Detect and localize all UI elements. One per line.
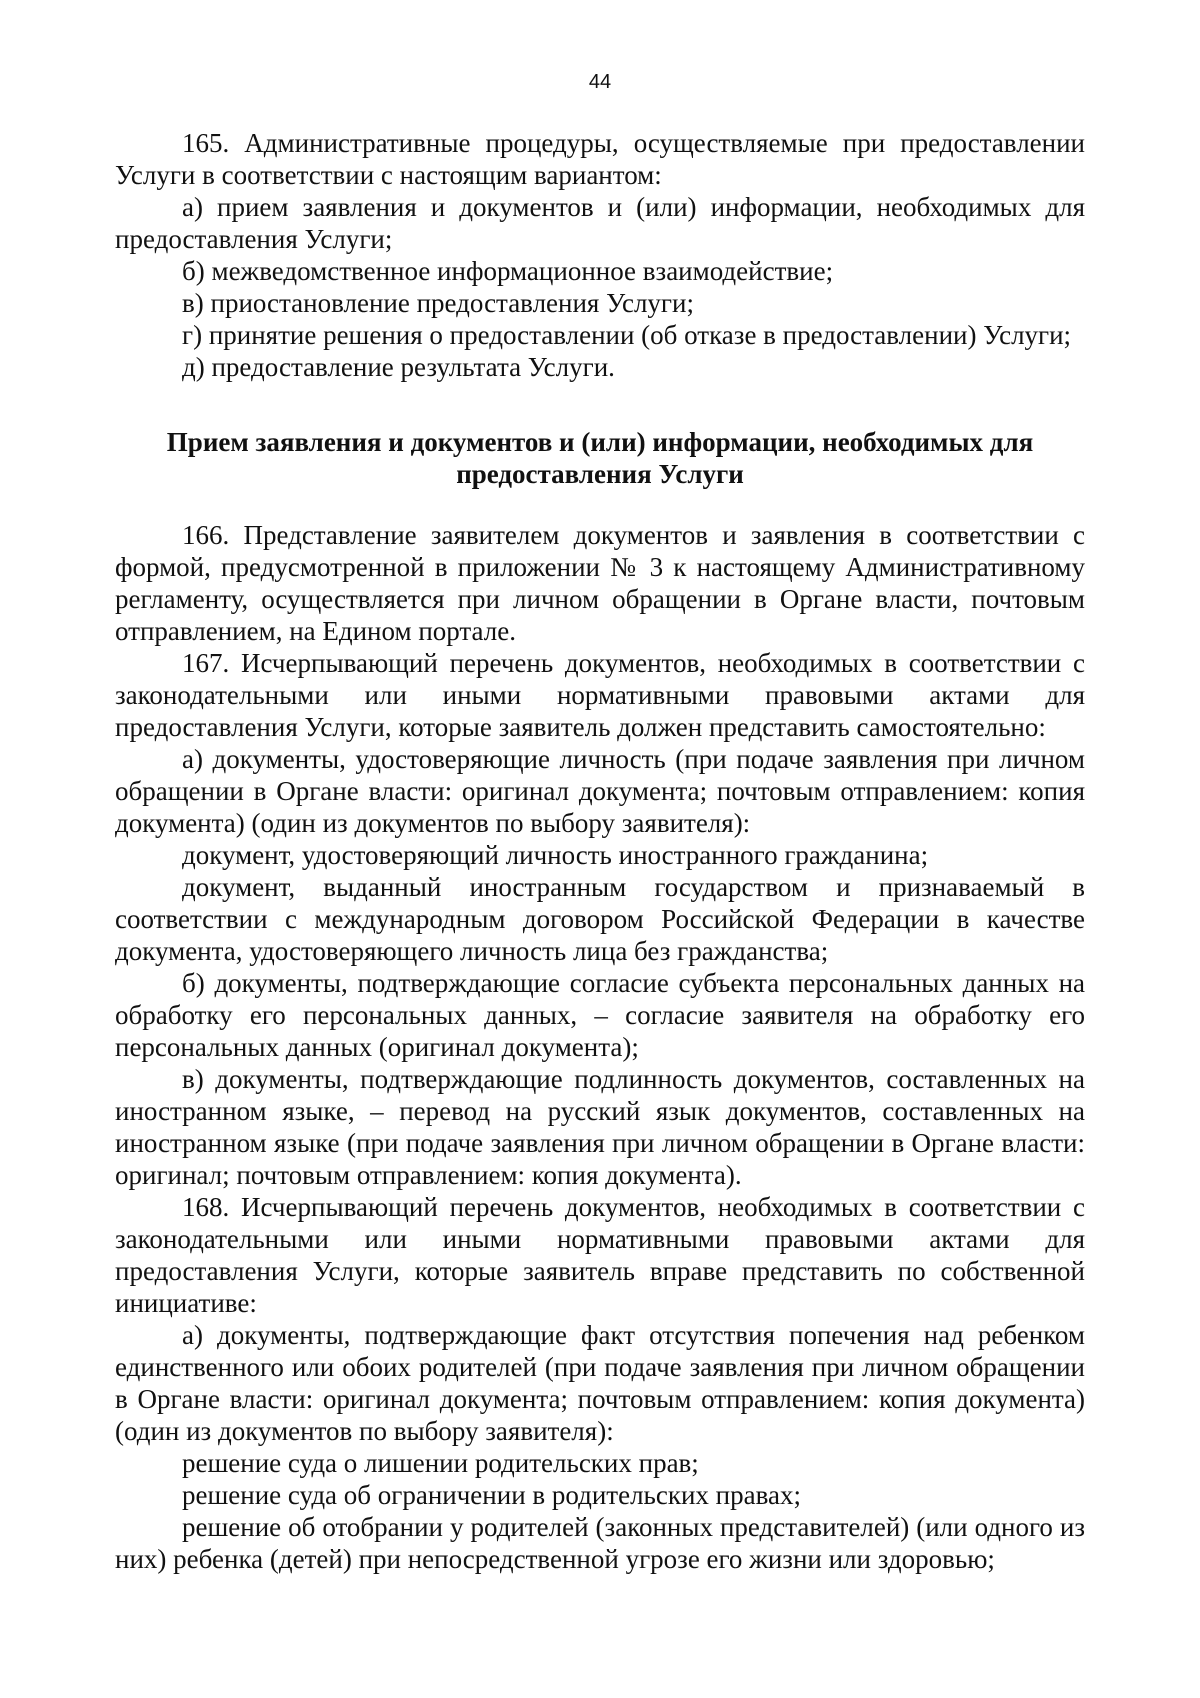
paragraph-167: 167. Исчерпывающий перечень документов, необходимых в соответствии с законодательными или иными нормативными правовыми актами для предоставления Услуги, которые заявитель должен представить самостоятельно: <box>115 648 1085 742</box>
list-item-167-a: а) документы, удостоверяющие личность (при подаче заявления при личном обращении в Органе власти: оригинал документа; почтовым отправлением: копия документа) (один из документов по выбору заявителя): <box>115 744 1085 838</box>
section-heading-line-2: предоставления Услуги <box>456 459 744 489</box>
section-main-body <box>115 519 1085 1575</box>
list-subitem-foreign-citizen-document: документ, удостоверяющий личность иностранного гражданина; <box>182 840 929 870</box>
list-subitem-deprivation-court-decision: решение суда о лишении родительских прав; <box>182 1448 699 1478</box>
list-subitem-removal-decision: решение об отобрании у родителей (законных представителей) (или одного из них) ребенка (детей) при непосредственной угрозе его жизни или здоровью; <box>115 1512 1085 1574</box>
list-item-165-a: а) прием заявления и документов и (или) информации, необходимых для предоставления Услуги; <box>115 192 1085 254</box>
section-heading <box>115 426 1085 490</box>
list-subitem-stateless-person-document: документ, выданный иностранным государством и признаваемый в соответствии с международным договором Российской Федерации в качестве документа, удостоверяющего личность лица без гражданства; <box>115 872 1085 966</box>
list-item-165-b: б) межведомственное информационное взаимодействие; <box>182 256 834 286</box>
list-item-167-b: б) документы, подтверждающие согласие субъекта персональных данных на обработку его персональных данных, – согласие заявителя на обработку его персональных данных (оригинал документа); <box>115 968 1085 1062</box>
list-item-167-v: в) документы, подтверждающие подлинность документов, составленных на иностранном языке, – перевод на русский язык документов, составленных на иностранном языке (при подаче заявления при личном обращении в Органе власти: оригинал; почтовым отправлением: копия документа). <box>115 1064 1085 1190</box>
document-page <box>115 0 1085 1698</box>
list-item-165-g: г) принятие решения о предоставлении (об отказе в предоставлении) Услуги; <box>182 320 1072 350</box>
section-165 <box>115 127 1085 383</box>
paragraph-166: 166. Представление заявителем документов и заявления в соответствии с формой, предусмотренной в приложении № 3 к настоящему Административному регламенту, осуществляется при личном обращении в Органе власти, почтовым отправлением, на Едином портале. <box>115 520 1085 646</box>
page-number: 44 <box>588 71 612 93</box>
paragraph-165-intro: 165. Административные процедуры, осуществляемые при предоставлении Услуги в соответствии с настоящим вариантом: <box>115 128 1085 190</box>
paragraph-168: 168. Исчерпывающий перечень документов, необходимых в соответствии с законодательными или иными нормативными правовыми актами для предоставления Услуги, которые заявитель вправе представить по собственной инициативе: <box>115 1192 1085 1318</box>
list-item-165-d: д) предоставление результата Услуги. <box>182 352 615 382</box>
list-item-168-a: а) документы, подтверждающие факт отсутствия попечения над ребенком единственного или обоих родителей (при подаче заявления при личном обращении в Органе власти: оригинал документа; почтовым отправлением: копия документа) (один из документов по выбору заявителя): <box>115 1320 1085 1446</box>
section-heading-line-1: Прием заявления и документов и (или) информации, необходимых для <box>166 427 1034 457</box>
list-subitem-restriction-court-decision: решение суда об ограничении в родительских правах; <box>182 1480 801 1510</box>
list-item-165-v: в) приостановление предоставления Услуги; <box>182 288 694 318</box>
